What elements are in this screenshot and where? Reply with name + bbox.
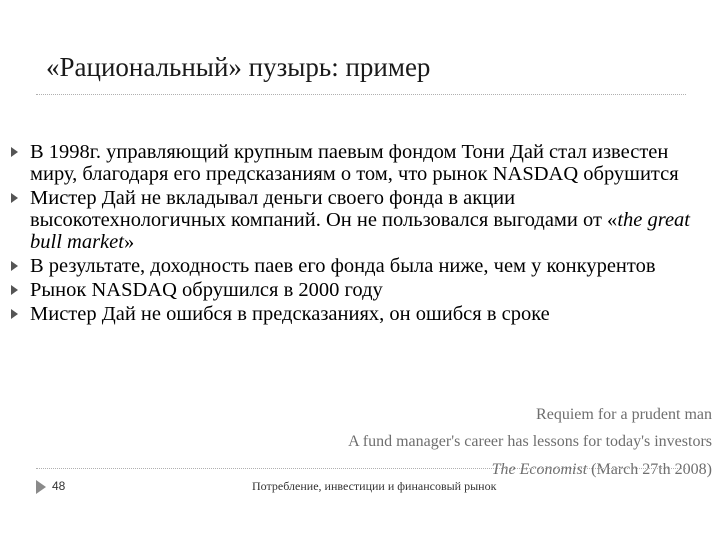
bullet-text: Мистер Дай не ошибся в предсказаниях, он ошибся в сроке [30,303,550,325]
bullet-text: Рынок NASDAQ обрушился в 2000 году [30,279,383,301]
footer-arrow-icon [36,480,46,494]
bullet-text-italic: the great bull market [30,209,690,253]
source-date: (March 27th 2008) [591,461,712,478]
slide-title: «Рациональный» пузырь: пример [46,52,431,82]
bullet-list [10,141,710,327]
bullet-item [10,141,710,185]
bullet-arrow-icon [11,309,18,319]
page-number: 48 [52,479,66,493]
bullet-arrow-icon [11,147,18,157]
title-divider [36,94,686,95]
bullet-item [10,279,710,301]
bullet-arrow-icon [11,285,18,295]
source-article-title: Requiem for a prudent man [536,406,712,423]
bullet-arrow-icon [11,261,18,271]
source-article-subtitle: A fund manager's career has lessons for today's investors [348,433,712,450]
bullet-text: В результате, доходность паев его фонда была ниже, чем у конкурентов [30,255,656,277]
bullet-item [10,255,710,277]
footer-divider [36,468,686,469]
bullet-text: Мистер Дай не вкладывал деньги своего фонда в акции высокотехнологичных компаний. Он не пользовался выгодами от « [30,187,618,231]
bullet-item [10,303,710,325]
source-citation [492,461,712,479]
bullet-arrow-icon [11,193,18,203]
bullet-text: В 1998г. управляющий крупным паевым фондом Тони Дай стал известен миру, благодаря его предсказаниям о том, что рынок NASDAQ обрушится [30,141,679,185]
bullet-item [10,187,710,253]
source-publication: The Economist [491,461,588,478]
bullet-text-end: » [123,231,135,253]
footer-course-title: Потребление, инвестиции и финансовый рынок [252,479,497,493]
